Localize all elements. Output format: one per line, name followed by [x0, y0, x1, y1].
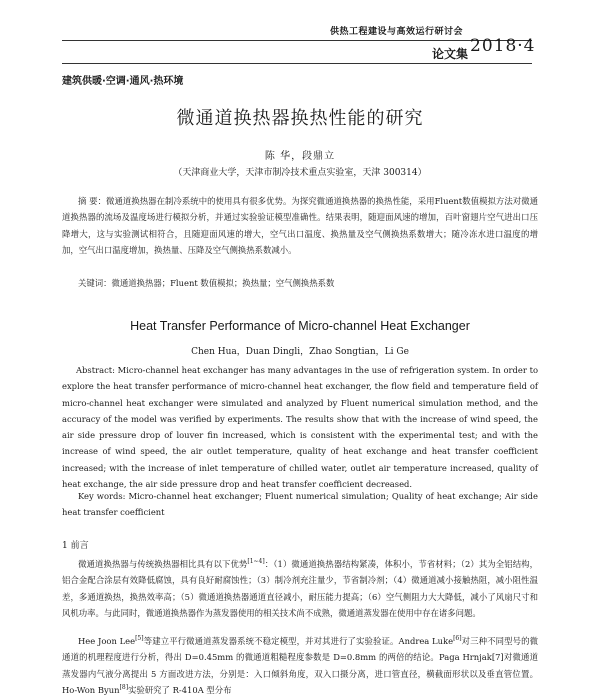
affiliation-cn: （天津商业大学，天津市制冷技术重点实验室，天津 300314）: [173, 168, 427, 178]
citation-ref: [1~4]: [247, 558, 265, 566]
citation-ref: [5]: [135, 635, 144, 643]
intro-paragraph-2: [62, 633, 538, 698]
keywords-en: [62, 488, 538, 521]
category-label: 建筑供暖·空调·通风·热环境: [62, 76, 184, 87]
keywords-cn: [62, 275, 538, 291]
header-rule-bottom: [62, 63, 532, 64]
year-issue: 2018·4: [470, 36, 536, 56]
intro-p1-text-a: 微通道换热器与传统换热器相比具有以下优势: [78, 559, 248, 569]
keywords-en-label: Key words:: [78, 491, 126, 501]
intro-p1-text-b: ：（1）微通道换热器结构紧凑，体积小，节省材料；（2）其为全铝结构，铝合金配合涂层有效降低腐蚀，具有良好耐腐蚀性；（3）制冷剂充注量少，节省制冷剂；（4）微通道减小接触热阻，减小阻性温差，多通道换热，换热效率高；（5）微通道换热器通道直径减小，耐压能力提高；（6）空气侧阻力大大降低，减小了风扇尺寸和风机功率。与此同时，微通道换热器作为蒸发器使用的相关技术尚不成熟，微通道蒸发器在使用中存在诸多问题。: [62, 559, 539, 618]
authors-cn: 陈 华，段鼎立: [264, 151, 336, 162]
header-rule-top: [62, 40, 532, 41]
journal-name: 供热工程建设与高效运行研讨会: [330, 27, 464, 37]
paper-title-en: Heat Transfer Performance of Micro-channel Heat Exchanger: [130, 319, 470, 333]
keywords-cn-label: 关键词：: [78, 278, 112, 288]
keywords-en-text: Micro-channel heat exchanger; Fluent numerical simulation; Quality of heat exchange; Air side heat transfer coefficient: [62, 491, 539, 518]
intro-p2-text-a: Hee Joon Lee: [78, 636, 136, 646]
abstract-en-label: Abstract:: [76, 365, 115, 375]
citation-ref: [8]: [119, 684, 129, 692]
abstract-cn-label: 摘 要：: [78, 196, 107, 206]
keywords-cn-text: 微通道换热器；Fluent 数值模拟；换热量；空气侧换热系数: [111, 278, 335, 288]
section-label: 论文集: [432, 47, 469, 61]
abstract-en: [62, 362, 538, 492]
intro-p2-text-d: 实验研究了 R-410A 型分布: [128, 684, 232, 695]
abstract-en-text: Micro-channel heat exchanger has many advantages in the use of refrigeration system. In order to explore the heat transfer performance of micro-channel heat exchanger, the flow field and temperature field of micro-channel heat exchanger were simulated and analyzed by Fluent numerical simulation method, and the accuracy of the model was verified by experiments. The results show that with the increase of wind speed, the air side pressure drop of louver fin increased, which is consistent with the experimental test; and with the increase of wind speed, the air outlet temperature, quality of heat exchange and heat transfer coefficient increased; with the increase of inlet temperature of chilled water, outlet air temperature increased, quality of heat exchange, the air side pressure drop and heat transfer coefficient decreased.: [62, 365, 538, 490]
intro-paragraph-1: [62, 556, 538, 621]
authors-en: Chen Hua，Duan Dingli，Zhao Songtian，Li Ge: [191, 347, 409, 357]
paper-title-cn: 微通道换热器换热性能的研究: [176, 108, 424, 129]
citation-ref: [6]: [453, 635, 462, 643]
intro-p2-text-c: 对三种不同型号的微通道的机理程度进行分析，得出 D=0.45mm 的微通道粗糙程度参数是 D=0.8mm 的两倍的结论。Paga Hrnjak[7]对微通道蒸发器内气液分离提出 5 方面改进方法，分别是：入口倾斜角度，双入口摄分离，进口管直径，横截面形状以及垂直管位置。Ho-Won Byun: [62, 636, 539, 695]
abstract-cn: [62, 193, 538, 258]
abstract-cn-text: 微通道换热器在制冷系统中的使用具有很多优势。为探究微通道换热器的换热性能，采用Fluent数值模拟方法对微通道换热器的流场及温度场进行模拟分析，并通过实验验证模型准确性。结果表明，随迎面风速的增加，百叶窗翅片空气进出口压降增大，这与实验测试相符合，且随迎面风速的增大，空气出口温度、换热量及空气侧换热系数增大；随冷冻水进口温度的增加，空气出口温度增加，换热量、压降及空气侧换热系数减小。: [62, 196, 538, 255]
section-heading-intro: 1 前言: [62, 541, 89, 551]
intro-p2-text-b: 等建立平行微通道蒸发器系统不稳定模型，并对其进行了实验验证。Andrea Luke: [143, 636, 454, 646]
